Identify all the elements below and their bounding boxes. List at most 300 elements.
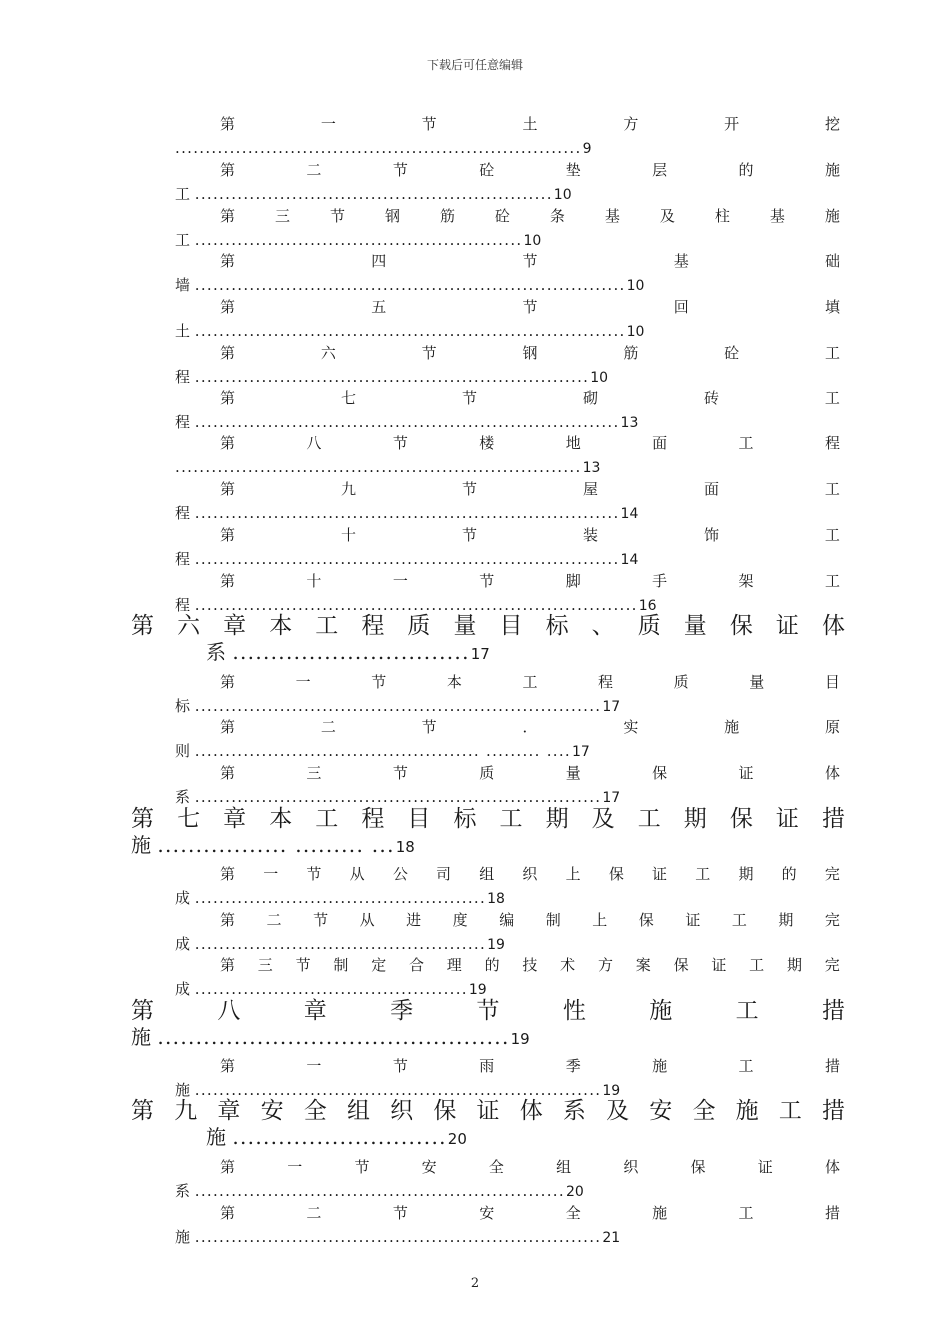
toc-title-char: 十 <box>306 572 322 590</box>
toc-title-char: 砼 <box>494 207 510 225</box>
toc-title-char: 十 <box>340 526 356 544</box>
toc-title-char: 保 <box>433 1098 457 1124</box>
toc-title-char: 完 <box>824 956 840 974</box>
toc-entry-leader <box>175 367 608 387</box>
toc-title-char: 饰 <box>703 526 719 544</box>
toc-chapter-title <box>131 806 845 832</box>
toc-entry-title <box>220 1056 840 1076</box>
toc-title-char: 及 <box>659 207 675 225</box>
toc-title-char: 脚 <box>565 572 581 590</box>
toc-title-char: 保 <box>608 865 624 883</box>
toc-title-char: 工 <box>731 911 747 929</box>
toc-title-char: 的 <box>781 865 797 883</box>
toc-title-char: 从 <box>349 865 365 883</box>
toc-title-char: 期 <box>683 806 707 832</box>
toc-entry-title <box>220 864 840 884</box>
toc-title-char: 措 <box>821 806 845 832</box>
toc-entry-leader <box>175 549 638 569</box>
toc-title-char: 第 <box>220 865 236 883</box>
toc-chapter-title <box>131 1098 845 1124</box>
toc-entry-leader <box>175 412 638 432</box>
toc-title-char: 系 <box>562 1098 586 1124</box>
toc-title-char: 证 <box>738 764 754 782</box>
toc-title-char: 证 <box>775 613 799 639</box>
toc-title-char: 第 <box>220 480 236 498</box>
toc-page-number: 13 <box>582 460 601 476</box>
toc-title-char: 本 <box>269 806 293 832</box>
toc-page-number: 18 <box>487 891 505 907</box>
toc-title-char: 完 <box>824 911 840 929</box>
toc-entry-title <box>220 297 840 317</box>
toc-title-char: 季 <box>390 998 414 1024</box>
toc-page-number: 19 <box>468 982 487 998</box>
toc-title-char: 第 <box>220 1204 236 1222</box>
toc-entry-leader <box>175 184 572 204</box>
toc-chapter-leader <box>131 1026 530 1048</box>
toc-title-char: 筋 <box>623 344 639 362</box>
toc-title-char: 措 <box>822 998 845 1024</box>
toc-title-char: 二 <box>320 718 336 736</box>
toc-title-tail: 土 <box>175 322 195 340</box>
toc-title-char: 地 <box>565 434 581 452</box>
toc-title-char: 量 <box>565 764 581 782</box>
toc-chapter-leader <box>131 834 415 856</box>
toc-title-char: 土 <box>522 115 538 133</box>
toc-title-char: 节 <box>461 480 477 498</box>
toc-title-char: 度 <box>452 911 468 929</box>
toc-title-char: 季 <box>565 1057 581 1075</box>
toc-title-char: 从 <box>359 911 375 929</box>
toc-title-char: 期 <box>778 911 794 929</box>
dot-leader: ................. ......... ... <box>157 834 395 856</box>
toc-title-char: 措 <box>824 1204 840 1222</box>
toc-title-char: 八 <box>306 434 322 452</box>
toc-title-char: 全 <box>565 1204 581 1222</box>
toc-title-char: 节 <box>392 1057 408 1075</box>
toc-entry-leader <box>175 1080 620 1100</box>
toc-title-char: 九 <box>174 1098 198 1124</box>
toc-title-char: 面 <box>652 434 668 452</box>
toc-page-number: 10 <box>553 187 572 203</box>
toc-page-number: 10 <box>626 278 645 294</box>
toc-title-char: 证 <box>652 865 668 883</box>
toc-title-char: 公 <box>392 865 408 883</box>
toc-title-tail: 程 <box>175 504 195 522</box>
toc-title-char: 体 <box>519 1098 543 1124</box>
toc-title-tail: 标 <box>175 697 195 715</box>
toc-entry-leader <box>175 457 600 477</box>
toc-title-char: 施 <box>824 207 840 225</box>
toc-title-char: 工 <box>749 956 765 974</box>
toc-title-char: 工 <box>738 434 754 452</box>
toc-title-char: 质 <box>637 613 661 639</box>
toc-title-char: 五 <box>371 298 387 316</box>
toc-entry-leader <box>175 1227 620 1247</box>
toc-title-char: 第 <box>220 526 236 544</box>
toc-title-char: 填 <box>824 298 840 316</box>
toc-title-tail: 成 <box>175 980 195 998</box>
toc-title-char: 定 <box>371 956 387 974</box>
toc-title-char: 的 <box>484 956 500 974</box>
toc-title-char: 措 <box>822 1098 845 1124</box>
toc-title-char: ． <box>522 718 538 736</box>
toc-title-char: 完 <box>824 865 840 883</box>
toc-title-char: 保 <box>652 764 668 782</box>
toc-title-char: 上 <box>592 911 608 929</box>
dot-leader: ............................................................. <box>194 1182 565 1200</box>
toc-title-tail: 施 <box>131 1026 158 1048</box>
toc-title-char: 目 <box>407 806 431 832</box>
toc-title-char: 节 <box>313 911 329 929</box>
toc-title-char: 二 <box>266 911 282 929</box>
toc-title-tail: 程 <box>175 550 195 568</box>
toc-title-char: 编 <box>499 911 515 929</box>
toc-title-char: 第 <box>220 344 236 362</box>
dot-leader: ................................................................. <box>194 368 590 386</box>
toc-title-char: 础 <box>824 252 840 270</box>
toc-title-char: 节 <box>522 252 538 270</box>
toc-title-char: 第 <box>131 1098 154 1124</box>
toc-page-number: 19 <box>602 1083 621 1099</box>
toc-title-char: 组 <box>556 1158 572 1176</box>
toc-page-number: 14 <box>620 552 639 568</box>
toc-title-tail: 成 <box>175 889 195 907</box>
toc-page-number: 21 <box>602 1230 621 1246</box>
toc-title-char: 第 <box>220 1158 236 1176</box>
toc-title-char: 保 <box>638 911 654 929</box>
toc-title-char: 七 <box>177 806 201 832</box>
toc-title-tail: 程 <box>175 596 195 614</box>
dot-leader: ............................... <box>232 641 470 663</box>
toc-page-number: 20 <box>565 1184 584 1200</box>
toc-title-tail: 系 <box>175 788 195 806</box>
toc-title-char: 第 <box>220 389 236 407</box>
dot-leader: ................................................................... <box>194 1081 602 1099</box>
toc-title-char: 节 <box>476 998 500 1024</box>
toc-page-number: 14 <box>620 506 639 522</box>
toc-title-char: 四 <box>371 252 387 270</box>
toc-title-char: 砼 <box>479 161 495 179</box>
toc-title-char: 二 <box>306 161 322 179</box>
toc-title-char: 量 <box>749 673 765 691</box>
toc-title-tail: 施 <box>175 1081 195 1099</box>
toc-title-tail: 成 <box>175 935 195 953</box>
toc-title-char: 工 <box>824 526 840 544</box>
toc-title-char: 施 <box>824 161 840 179</box>
toc-title-char: 案 <box>635 956 651 974</box>
toc-title-char: 工 <box>824 389 840 407</box>
toc-title-char: 的 <box>738 161 754 179</box>
toc-title-char: 本 <box>269 613 293 639</box>
toc-entry-title <box>220 910 840 930</box>
toc-title-char: 及 <box>591 806 615 832</box>
toc-title-tail: 程 <box>175 413 195 431</box>
toc-title-char: 层 <box>652 161 668 179</box>
toc-title-char: 开 <box>724 115 740 133</box>
toc-title-char: 节 <box>295 956 311 974</box>
toc-title-char: 工 <box>695 865 711 883</box>
toc-title-char: 砼 <box>724 344 740 362</box>
toc-title-char: 质 <box>479 764 495 782</box>
toc-entry-leader <box>175 503 638 523</box>
toc-title-char: 技 <box>522 956 538 974</box>
dot-leader: ................................................ <box>194 889 487 907</box>
dot-leader: ...................................................................... <box>194 550 620 568</box>
toc-title-char: 证 <box>711 956 727 974</box>
toc-entry-title <box>220 206 840 226</box>
toc-title-char: 节 <box>392 434 408 452</box>
toc-title-char: 节 <box>306 865 322 883</box>
toc-title-char: 理 <box>446 956 462 974</box>
toc-title-char: 织 <box>623 1158 639 1176</box>
toc-title-char: 标 <box>453 806 477 832</box>
toc-title-char: 面 <box>703 480 719 498</box>
toc-title-char: 六 <box>177 613 201 639</box>
toc-title-char: 装 <box>582 526 598 544</box>
toc-title-char: 工 <box>824 344 840 362</box>
toc-title-char: 组 <box>479 865 495 883</box>
toc-title-char: 六 <box>320 344 336 362</box>
toc-title-char: 安 <box>479 1204 495 1222</box>
toc-title-char: 节 <box>392 161 408 179</box>
toc-title-char: 钢 <box>522 344 538 362</box>
toc-title-char: 合 <box>408 956 424 974</box>
toc-title-char: 安 <box>421 1158 437 1176</box>
dot-leader: ................................................ <box>194 935 487 953</box>
dot-leader: .............................................. <box>157 1026 510 1048</box>
toc-title-char: 筋 <box>439 207 455 225</box>
toc-title-char: 施 <box>652 1057 668 1075</box>
toc-title-char: 二 <box>306 1204 322 1222</box>
toc-title-char: 司 <box>436 865 452 883</box>
toc-title-char: 体 <box>824 1158 840 1176</box>
toc-title-char: 安 <box>260 1098 284 1124</box>
toc-title-char: 期 <box>545 806 569 832</box>
toc-entry-title <box>220 114 840 134</box>
toc-entry-leader <box>175 741 590 761</box>
toc-title-char: 程 <box>361 613 385 639</box>
toc-entry-title <box>220 433 840 453</box>
toc-title-char: 八 <box>217 998 241 1024</box>
toc-title-char: 原 <box>824 718 840 736</box>
toc-title-char: 三 <box>257 956 273 974</box>
toc-title-char: 织 <box>522 865 538 883</box>
toc-entry-title <box>220 955 840 975</box>
toc-title-char: 目 <box>824 673 840 691</box>
toc-title-char: 节 <box>461 389 477 407</box>
toc-title-char: 垫 <box>565 161 581 179</box>
toc-title-char: 性 <box>562 998 586 1024</box>
toc-title-char: 、 <box>591 613 615 639</box>
toc-page-number: 16 <box>638 598 657 614</box>
toc-entry-title <box>220 1157 840 1177</box>
toc-title-char: 实 <box>623 718 639 736</box>
toc-title-char: 及 <box>606 1098 630 1124</box>
toc-entry-leader <box>175 696 620 716</box>
dot-leader: ........................................................... <box>194 185 553 203</box>
toc-entry-title <box>220 1203 840 1223</box>
toc-page-number: 19 <box>487 937 505 953</box>
toc-title-char: 砖 <box>703 389 719 407</box>
toc-title-char: 三 <box>274 207 290 225</box>
toc-title-char: 组 <box>346 1098 370 1124</box>
dot-leader: ................................................................... <box>175 458 582 476</box>
toc-chapter-leader <box>206 641 490 663</box>
toc-entry-leader <box>175 934 505 954</box>
toc-title-char: 章 <box>223 613 247 639</box>
toc-title-tail: 程 <box>175 368 195 386</box>
toc-title-char: 第 <box>220 161 236 179</box>
toc-title-char: 全 <box>303 1098 327 1124</box>
toc-title-char: 保 <box>729 806 753 832</box>
toc-entry-leader <box>175 138 591 158</box>
toc-title-char: 雨 <box>479 1057 495 1075</box>
toc-entry-leader <box>175 979 487 999</box>
toc-title-char: 柱 <box>714 207 730 225</box>
toc-title-char: 施 <box>649 998 673 1024</box>
dot-leader: ......................................................................... <box>194 596 638 614</box>
toc-page-number: 10 <box>590 370 609 386</box>
page-header: 下载后可任意编辑 <box>426 58 523 72</box>
toc-title-char: 目 <box>499 613 523 639</box>
toc-title-char: 工 <box>315 806 339 832</box>
toc-title-tail: 墙 <box>175 276 195 294</box>
toc-title-tail: 施 <box>175 1228 195 1246</box>
toc-title-char: 第 <box>220 252 236 270</box>
dot-leader: ................................................................... <box>194 1228 602 1246</box>
toc-title-char: 第 <box>220 298 236 316</box>
toc-title-char: 钢 <box>384 207 400 225</box>
toc-title-char: 一 <box>263 865 279 883</box>
toc-title-char: 第 <box>220 434 236 452</box>
toc-title-char: 方 <box>597 956 613 974</box>
toc-title-char: 第 <box>220 673 236 691</box>
dot-leader: ...................................................................... <box>194 413 620 431</box>
toc-title-char: 方 <box>623 115 639 133</box>
toc-title-tail: 系 <box>206 641 233 663</box>
toc-title-char: 工 <box>735 998 759 1024</box>
toc-title-char: 挖 <box>824 115 840 133</box>
toc-entry-leader <box>175 321 644 341</box>
toc-title-char: 证 <box>775 806 799 832</box>
toc-entry-leader <box>175 787 620 807</box>
toc-title-char: 期 <box>738 865 754 883</box>
toc-title-char: 章 <box>217 1098 241 1124</box>
toc-entry-title <box>220 717 840 737</box>
toc-chapter-leader <box>206 1126 467 1148</box>
toc-title-char: 第 <box>220 1057 236 1075</box>
page-number: 2 <box>470 1276 480 1291</box>
toc-entry-leader <box>175 1181 584 1201</box>
toc-title-char: 质 <box>673 673 689 691</box>
toc-title-char: 质 <box>407 613 431 639</box>
toc-page-number: 10 <box>626 324 645 340</box>
toc-title-char: 保 <box>729 613 753 639</box>
toc-title-char: 章 <box>303 998 327 1024</box>
toc-title-char: 工 <box>522 673 538 691</box>
toc-page-number: 9 <box>582 141 592 157</box>
toc-title-char: 一 <box>287 1158 303 1176</box>
toc-title-char: 一 <box>392 572 408 590</box>
toc-title-char: 施 <box>735 1098 759 1124</box>
toc-entry-title <box>220 763 840 783</box>
toc-title-char: 证 <box>685 911 701 929</box>
toc-title-char: 基 <box>769 207 785 225</box>
toc-title-char: 架 <box>738 572 754 590</box>
toc-title-char: 回 <box>673 298 689 316</box>
toc-title-char: 第 <box>220 207 236 225</box>
toc-title-char: 本 <box>446 673 462 691</box>
toc-title-char: 安 <box>649 1098 673 1124</box>
toc-title-char: 术 <box>560 956 576 974</box>
toc-entry-leader <box>175 888 505 908</box>
toc-title-char: 证 <box>757 1158 773 1176</box>
toc-title-char: 上 <box>565 865 581 883</box>
toc-title-char: 第 <box>131 806 154 832</box>
toc-entry-title <box>220 525 840 545</box>
toc-title-char: 体 <box>821 613 845 639</box>
dot-leader: ............................................... ......... .... <box>194 742 572 760</box>
toc-title-char: 节 <box>421 115 437 133</box>
toc-entry-title <box>220 251 840 271</box>
toc-entry-leader <box>175 230 541 250</box>
toc-title-char: 节 <box>392 1204 408 1222</box>
toc-title-char: 七 <box>340 389 356 407</box>
toc-title-char: 第 <box>220 911 236 929</box>
toc-title-tail: 系 <box>175 1182 195 1200</box>
dot-leader: ................................................................... <box>175 139 582 157</box>
toc-title-char: 第 <box>220 718 236 736</box>
toc-title-char: 节 <box>329 207 345 225</box>
toc-page-number: 19 <box>510 1030 530 1048</box>
toc-title-char: 节 <box>421 344 437 362</box>
dot-leader: ................................................................... <box>194 697 602 715</box>
toc-title-char: 楼 <box>479 434 495 452</box>
toc-title-char: 进 <box>406 911 422 929</box>
toc-title-char: 工 <box>824 480 840 498</box>
toc-title-char: 节 <box>371 673 387 691</box>
toc-title-char: 节 <box>461 526 477 544</box>
toc-title-char: 保 <box>673 956 689 974</box>
toc-title-char: 手 <box>652 572 668 590</box>
toc-page-number: 18 <box>395 838 415 856</box>
toc-title-char: 第 <box>220 115 236 133</box>
dot-leader: ...................................................... <box>194 231 523 249</box>
toc-title-char: 工 <box>738 1057 754 1075</box>
toc-title-char: 第 <box>131 613 154 639</box>
toc-title-char: 第 <box>131 998 154 1024</box>
toc-title-char: 一 <box>320 115 336 133</box>
toc-page-number: 17 <box>470 645 490 663</box>
toc-page-number: 13 <box>620 415 639 431</box>
toc-title-char: 第 <box>220 956 236 974</box>
toc-title-char: 节 <box>522 298 538 316</box>
toc-title-char: 期 <box>786 956 802 974</box>
toc-title-char: 全 <box>488 1158 504 1176</box>
toc-title-char: 制 <box>333 956 349 974</box>
toc-title-char: 程 <box>598 673 614 691</box>
toc-title-char: 制 <box>545 911 561 929</box>
toc-title-char: 措 <box>824 1057 840 1075</box>
toc-title-char: 施 <box>724 718 740 736</box>
toc-title-char: 屋 <box>582 480 598 498</box>
toc-entry-title <box>220 571 840 591</box>
toc-page-number: 17 <box>572 744 590 760</box>
toc-title-char: 节 <box>392 764 408 782</box>
toc-title-char: 工 <box>778 1098 802 1124</box>
toc-title-char: 程 <box>824 434 840 452</box>
toc-title-char: 工 <box>499 806 523 832</box>
